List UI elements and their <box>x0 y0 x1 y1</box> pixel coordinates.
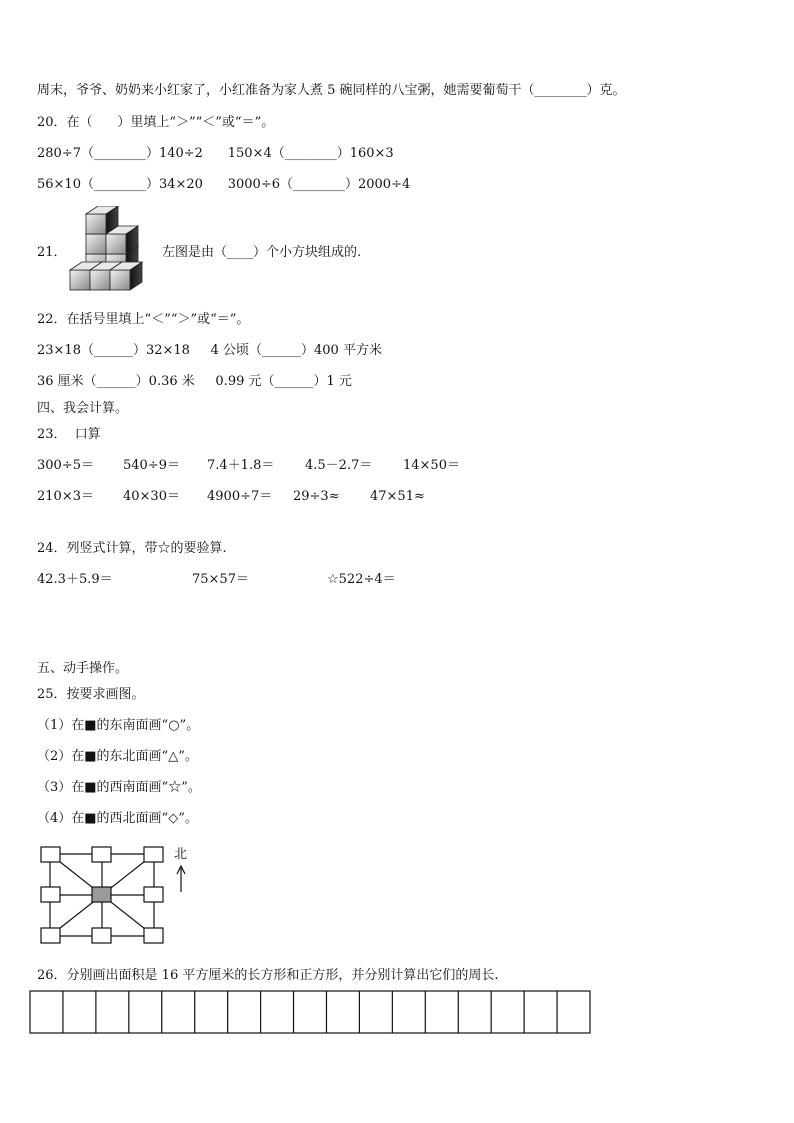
direction-grid-figure <box>38 842 198 948</box>
q26-title: 26．分别画出面积是 16 平方厘米的长方形和正方形，并分别计算出它们的周长. <box>37 968 499 983</box>
cube <box>90 270 110 290</box>
q23-item: 29÷3≈ <box>293 489 340 504</box>
cube <box>110 270 130 290</box>
q24-title: 24．列竖式计算，带☆的要验算. <box>37 541 227 556</box>
q24-item: 75×57＝ <box>192 572 249 587</box>
q22-title: 22．在括号里填上“＜”“＞”或“＝”。 <box>37 312 250 327</box>
q22-row-1: 23×18（______）32×18 4 公顷（______）400 平方米 <box>37 343 382 358</box>
q20-row-1: 280÷7（________）140÷2 150×4（________）160×3 <box>37 146 394 161</box>
q23-item: 210×3＝ <box>37 489 94 504</box>
q25-item: （4）在■的西北面画“◇”。 <box>37 811 198 826</box>
q24-item: 42.3＋5.9＝ <box>37 572 113 587</box>
q21-number: 21． <box>37 245 67 260</box>
q23-item: 7.4＋1.8＝ <box>207 458 275 473</box>
answer-grid <box>29 990 593 1036</box>
q23-item: 4.5－2.7＝ <box>305 458 373 473</box>
cube <box>106 234 126 254</box>
north-label: 北 <box>174 847 188 862</box>
q25-item: （1）在■的东南面画“○”。 <box>37 718 200 733</box>
q23-item: 14×50＝ <box>403 458 460 473</box>
q19-text: 周末，爷爷、奶奶来小红家了，小红准备为家人煮 5 碗同样的八宝粥，她需要葡萄干（________）克。 <box>37 83 626 98</box>
q20-row-2: 56×10（________）34×20 3000÷6（________）2000÷4 <box>37 177 411 192</box>
q23-item: 300÷5＝ <box>37 458 94 473</box>
q23-item: 4900÷7＝ <box>207 489 273 504</box>
q25-item: （2）在■的东北面画“△”。 <box>37 749 198 764</box>
section-4-heading: 四、我会计算。 <box>37 401 129 416</box>
q23-item: 540÷9＝ <box>123 458 180 473</box>
q20-title: 20．在（ ）里填上“＞”“＜”或“＝”。 <box>37 115 275 130</box>
cube <box>70 270 90 290</box>
cube <box>86 214 106 234</box>
q25-item: （3）在■的西南面画“☆”。 <box>37 780 201 795</box>
cube <box>86 234 106 254</box>
cube-stack-figure <box>66 206 162 298</box>
q21-text: 左图是由（____）个小方块组成的. <box>162 245 362 260</box>
q24-item: ☆522÷4＝ <box>327 572 396 587</box>
q23-title: 23． 口算 <box>37 427 101 442</box>
q25-title: 25．按要求画图。 <box>37 687 145 702</box>
q22-row-2: 36 厘米（______）0.36 米 0.99 元（______）1 元 <box>37 374 352 389</box>
q23-item: 40×30＝ <box>123 489 180 504</box>
q23-item: 47×51≈ <box>370 489 425 504</box>
section-5-heading: 五、动手操作。 <box>37 661 129 676</box>
